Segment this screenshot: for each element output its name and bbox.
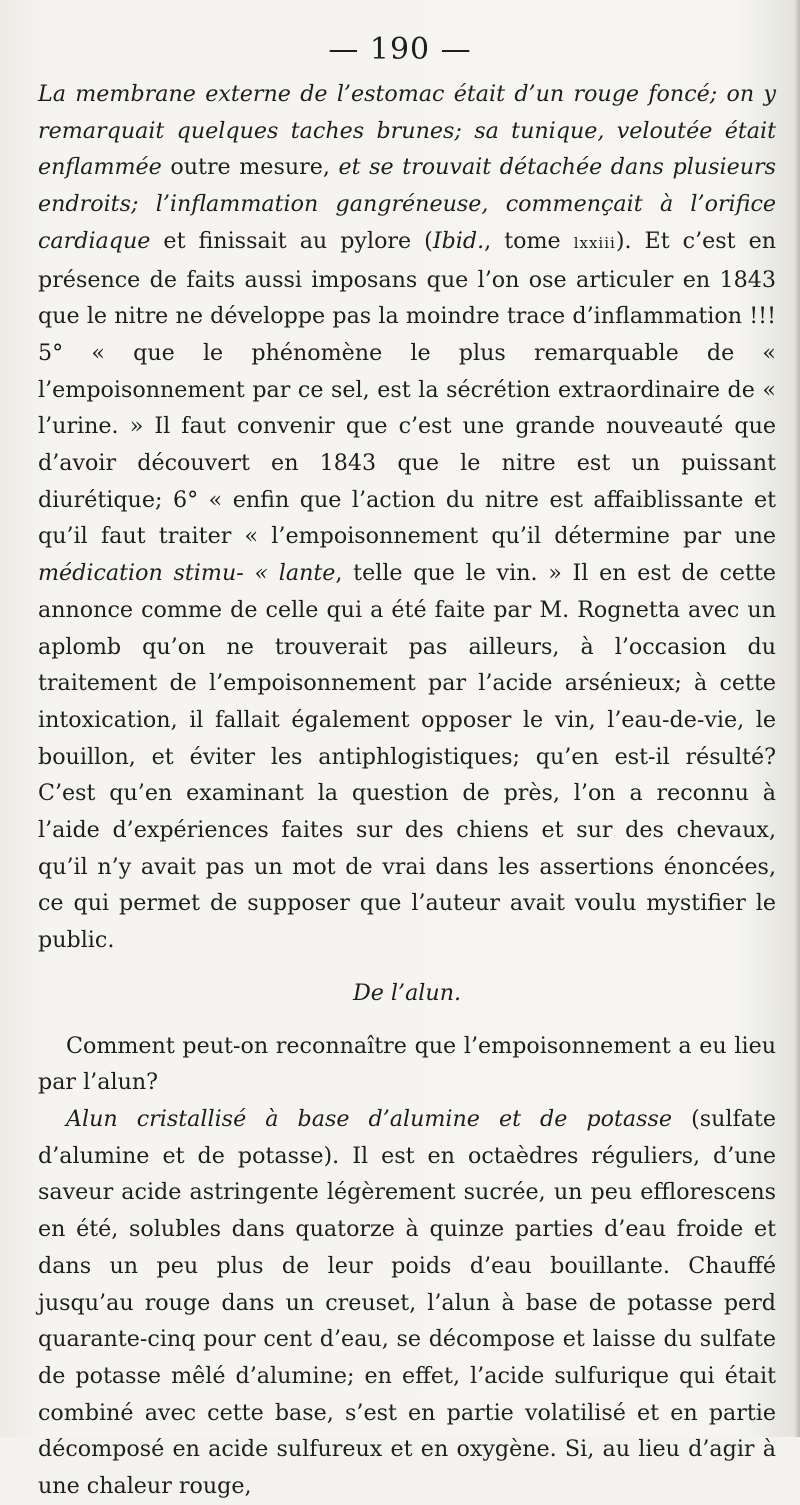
text-run: ). Et c’est en présence de faits aussi imposans que l’on ose articuler en 1843 que le nitre ne développe pas la moindre trace d’inflammation !!! 5° « que le phénomène le plus remarquable de « l’empoisonnement par ce sel, est la sécrétion extraordinaire de « l’urine. » Il faut convenir que c’est une grande nouveauté que d’avoir découvert en 1843 que le nitre est un puissant diurétique; 6° « enfin que l’action du nitre est affaiblissante et qu’il faut traiter « l’empoisonnement qu’il détermine par une — [38, 227, 777, 550]
page-edge-shadow — [794, 0, 800, 1437]
text-run: (sulfate d’alumine et de potasse). Il est en octaèdres réguliers, d’une saveur acide astringente légèrement sucrée, un peu efflorescens en été, solubles dans quatorze à quinze parties d’eau froide et dans un peu plus de leur poids d’eau bouillante. Chauffé jusqu’au rouge dans un creuset, l’alun à base de potasse perd quarante-cinq pour cent d’eau, se décompose et laisse du sulfate de potasse mêlé d’alumine; en effet, l’acide sulfurique qui était combiné avec cette base, s’est en partie volatilisé et en partie décomposé en acide sulfureux et en oxygène. Si, au lieu d’agir à une chaleur rouge, — [38, 1105, 777, 1500]
text-run: outre mesure, — [161, 154, 339, 181]
citation-ibid: Ibid. — [432, 227, 485, 254]
text-run: , telle que le vin. » Il en est de cette annonce comme de celle qui a été faite par M. Rognetta avec un aplomb qu’on ne trouverait pas ailleurs, à l’occasion du traitement de l’empoisonnement par l’acide arsénieux; à cette intoxication, il fallait également opposer le vin, l’eau-de-vie, le bouillon, et éviter les antiphlogistiques; qu’en est-il résulté? C’est qu’en examinant la question de près, l’on a reconnu à l’aide d’expériences faites sur des chiens et sur des chevaux, qu’il n’y avait pas un mot de vrai dans les assertions énoncées, ce qui permet de supposer que l’auteur avait voulu mystifier le public. — [38, 560, 776, 954]
citation-volume: lxxiii — [573, 233, 616, 252]
italic-quote-1: La membrane externe de l’estomac était d’un rouge foncé; on y remarquait quelques taches brunes; sa tunique, veloutée était enflammée — [38, 81, 776, 181]
paragraph-question: Comment peut-on reconnaître que l’empoisonnement a eu lieu par l’alun? — [38, 1032, 776, 1096]
page-body — [38, 76, 776, 1505]
italic-medication: médication stimu- « lante — [38, 560, 336, 587]
text-run: , tome — [484, 227, 574, 254]
page-number: — 190 — — [328, 32, 472, 67]
paragraph-1 — [38, 76, 776, 959]
paragraph-alun — [38, 1101, 776, 1505]
italic-quote-2: et se trouvait détachée dans plusieurs endroits; l’inflammation gangréneuse, commençait à l’orifice cardiaque — [38, 154, 776, 254]
section-title: De l’alun. — [352, 979, 462, 1006]
italic-alun-term: Alun cristallisé à base d’alumine et de potasse — [66, 1105, 673, 1132]
text-run: et finissait au pylore ( — [150, 227, 433, 254]
